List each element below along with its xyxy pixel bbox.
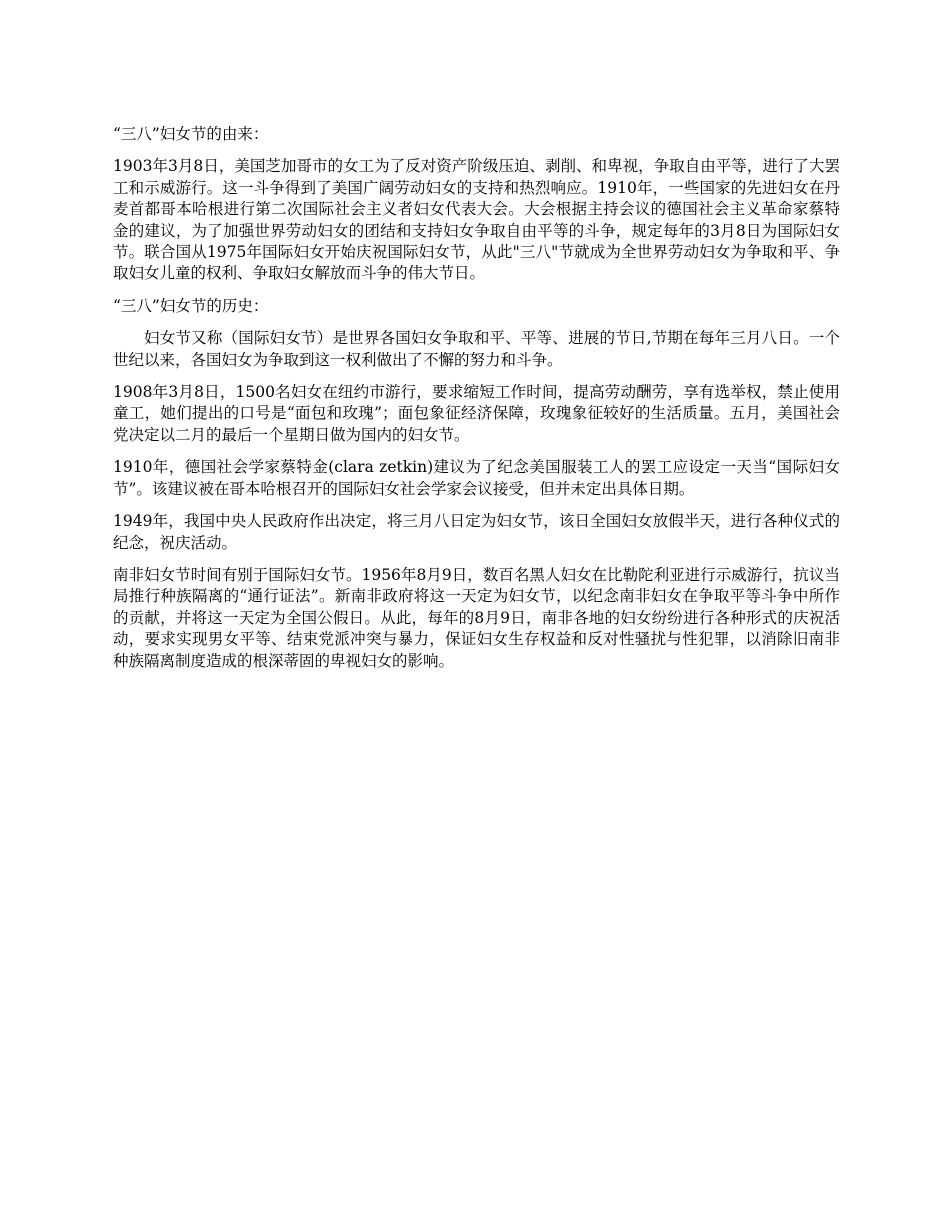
paragraph-south-africa: 南非妇女节时间有别于国际妇女节。1956年8月9日，数百名黑人妇女在比勒陀利亚进行示威游行，抗议当局推行种族隔离的“通行证法”。新南非政府将这一天定为妇女节，以纪念南非妇女在争取平等斗争中所作的贡献，并将这一天定为全国公假日。从此，每年的8月9日，南非各地的妇女纷纷进行各种形式的庆祝活动，要求实现男女平等、结束党派冲突与暴力，保证妇女生存权益和反对性骚扰与性犯罪，以消除旧南非种族隔离制度造成的根深蒂固的卑视妇女的影响。 [113, 565, 840, 670]
paragraph-origin: 1903年3月8日，美国芝加哥市的女工为了反对资产阶级压迫、剥削、和卑视，争取自由平等，进行了大罢工和示威游行。这一斗争得到了美国广阔劳动妇女的支持和热烈响应。1910年，一些国家的先进妇女在丹麦首都哥本哈根进行第二次国际社会主义者妇女代表大会。大会根据主持会议的德国社会主义革命家蔡特金的建议，为了加强世界劳动妇女的团结和支持妇女争取自由平等的斗争，规定每年的3月8日为国际妇女节。联合国从1975年国际妇女开始庆祝国际妇女节，从此"三八"节就成为全世界劳动妇女为争取和平、争取妇女儿童的权利、争取妇女解放而斗争的伟大节日。 [113, 157, 840, 283]
paragraph-1908: 1908年3月8日，1500名妇女在纽约市游行，要求缩短工作时间，提高劳动酬劳，享有选举权，禁止使用童工，她们提出的口号是“面包和玫瑰”；面包象征经济保障，玫瑰象征较好的生活质量。五月，美国社会党决定以二月的最后一个星期日做为国内的妇女节。 [113, 383, 840, 444]
paragraph-history-intro: 妇女节又称（国际妇女节）是世界各国妇女争取和平、平等、进展的节日,节期在每年三月八日。一个世纪以来，各国妇女为争取到这一权利做出了不懈的努力和斗争。 [113, 329, 840, 369]
heading-history: “三八”妇女节的历史： [113, 296, 269, 315]
paragraph-1910: 1910年，德国社会学家蔡特金(clara zetkin)建议为了纪念美国服装工人的罢工应设定一天当“国际妇女节”。该建议被在哥本哈根召开的国际妇女社会学家会议接受，但并未定出具体日期。 [113, 458, 840, 498]
document-page [113, 124, 840, 683]
heading-origin: “三八”妇女节的由来： [113, 125, 269, 143]
paragraph-1949: 1949年，我国中央人民政府作出决定，将三月八日定为妇女节，该日全国妇女放假半天，进行各种仪式的纪念，祝庆活动。 [113, 512, 840, 552]
